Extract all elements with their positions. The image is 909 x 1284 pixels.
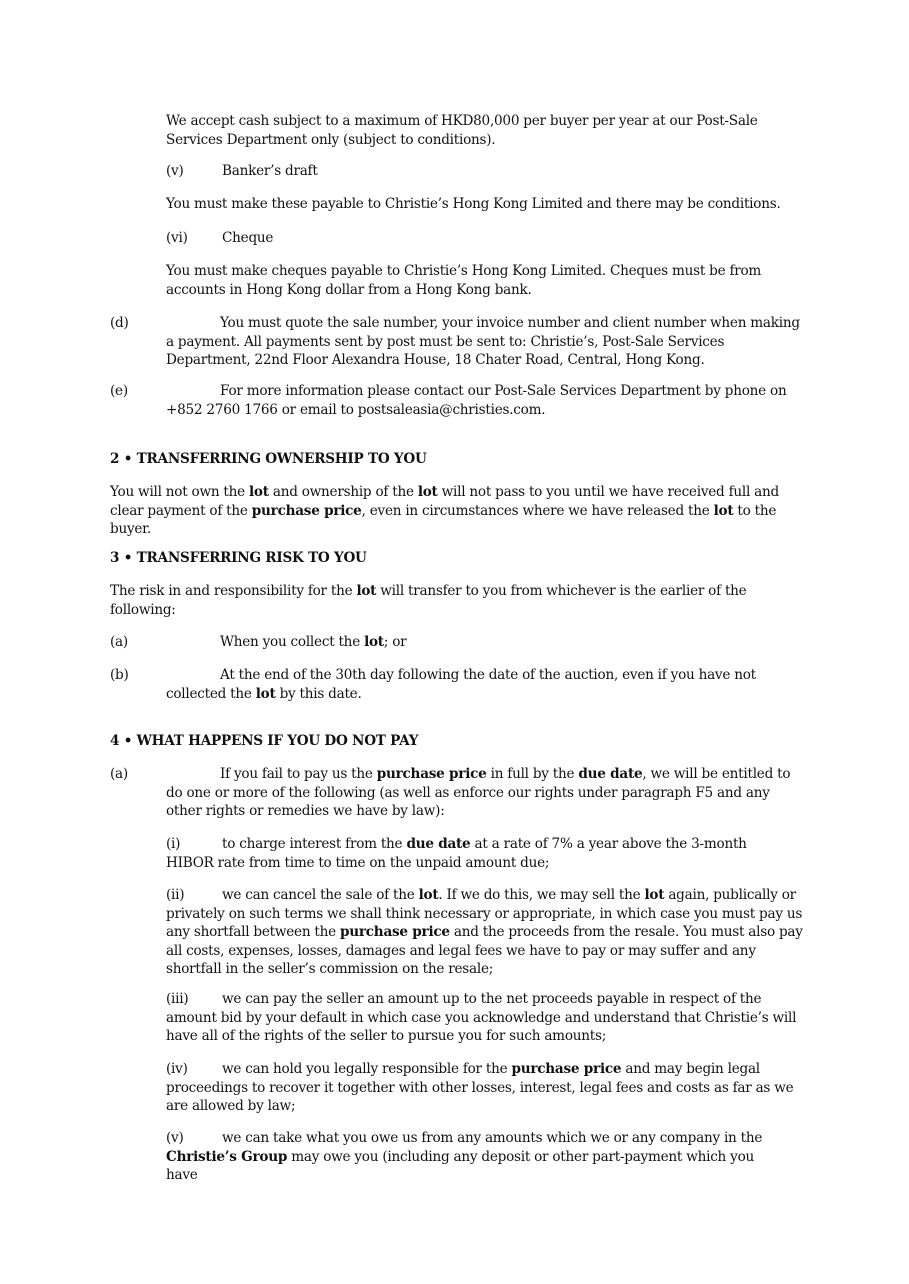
item-i-label: (i)	[166, 836, 181, 852]
item-iv-label: (iv)	[166, 1061, 188, 1077]
item-v-label-s4: (v)	[166, 1130, 184, 1146]
section-4-item-ii: (ii) we can cancel the sale of the lot. If we do this, we may sell the lot again, publically or privately on such terms we shall think necessary or appropriate, in which case you must pay us any shortfall between the purchase price and the proceeds from the resale. You must also pay all costs, expenses, losses, damages and legal fees we have to pay or may suffer and any shortfall in the seller’s commission on the resale;	[166, 887, 803, 977]
item-vi-label: (vi)	[166, 230, 188, 246]
bankers-draft-paragraph: You must make these payable to Christie’s Hong Kong Limited and there may be conditions.	[166, 196, 781, 212]
cheque-paragraph: You must make cheques payable to Christie’s Hong Kong Limited. Cheques must be from accounts in Hong Kong dollar from a Hong Kong bank.	[166, 263, 762, 298]
item-v-bankers-draft	[166, 162, 806, 181]
item-vi-title: Cheque	[222, 230, 274, 246]
section-2-heading: 2 • TRANSFERRING OWNERSHIP TO YOU	[110, 451, 427, 467]
item-vi-cheque	[166, 229, 806, 248]
item-e-paragraph: For more information please contact our Post-Sale Services Department by phone on +852 2760 1766 or email to postsaleasia@christies.com.	[166, 383, 787, 418]
section-3-item-b-label: (b)	[110, 667, 129, 683]
item-v-label: (v)	[166, 163, 184, 179]
section-3-item-a-label: (a)	[110, 634, 128, 650]
section-4-item-i: (i) to charge interest from the due date at a rate of 7% a year above the 3-month HIBOR rate from time to time on the unpaid amount due;	[166, 836, 747, 871]
section-4-item-iv: (iv) we can hold you legally responsible for the purchase price and may begin legal proceedings to recover it together with other losses, interest, legal fees and costs as far as we are allowed by law;	[166, 1061, 794, 1114]
item-d-label: (d)	[110, 315, 129, 331]
section-3-paragraph: The risk in and responsibility for the lot will transfer to you from whichever is the earlier of the following:	[110, 583, 747, 618]
section-2-paragraph: You will not own the lot and ownership of the lot will not pass to you until we have received full and clear payment of the purchase price, even in circumstances where we have released the lot to the buyer.	[110, 484, 779, 537]
section-4-item-a: If you fail to pay us the purchase price in full by the due date, we will be entitled to do one or more of the following (as well as enforce our rights under paragraph F5 and any other rights or remedies we have by law):	[166, 766, 791, 819]
item-e-label: (e)	[110, 383, 128, 399]
section-4-item-iii: (iii) we can pay the seller an amount up to the net proceeds payable in respect of the amount bid by your default in which case you acknowledge and understand that Christie’s will have all of the rights of the seller to pursue you for such amounts;	[166, 991, 797, 1044]
section-4-item-v: (v) we can take what you owe us from any amounts which we or any company in the Christie’s Group may owe you (including any deposit or other part-payment which you have	[166, 1130, 763, 1183]
section-4-item-a-label: (a)	[110, 766, 128, 782]
item-v-title: Banker’s draft	[222, 163, 318, 179]
section-3-heading: 3 • TRANSFERRING RISK TO YOU	[110, 550, 367, 566]
item-iii-label: (iii)	[166, 991, 189, 1007]
section-4-heading: 4 • WHAT HAPPENS IF YOU DO NOT PAY	[110, 733, 419, 749]
item-d-paragraph: You must quote the sale number, your invoice number and client number when making a payment. All payments sent by post must be sent to: Christie’s, Post-Sale Services Department, 22nd Floor Alexandra House, 18 Chater Road, Central, Hong Kong.	[166, 315, 800, 368]
section-3-item-b: At the end of the 30th day following the date of the auction, even if you have not collected the lot by this date.	[166, 667, 756, 702]
item-ii-label: (ii)	[166, 887, 185, 903]
cash-paragraph: We accept cash subject to a maximum of HKD80,000 per buyer per year at our Post-Sale Services Department only (subject to conditions).	[166, 113, 758, 148]
section-3-item-a: When you collect the lot; or	[220, 634, 407, 650]
